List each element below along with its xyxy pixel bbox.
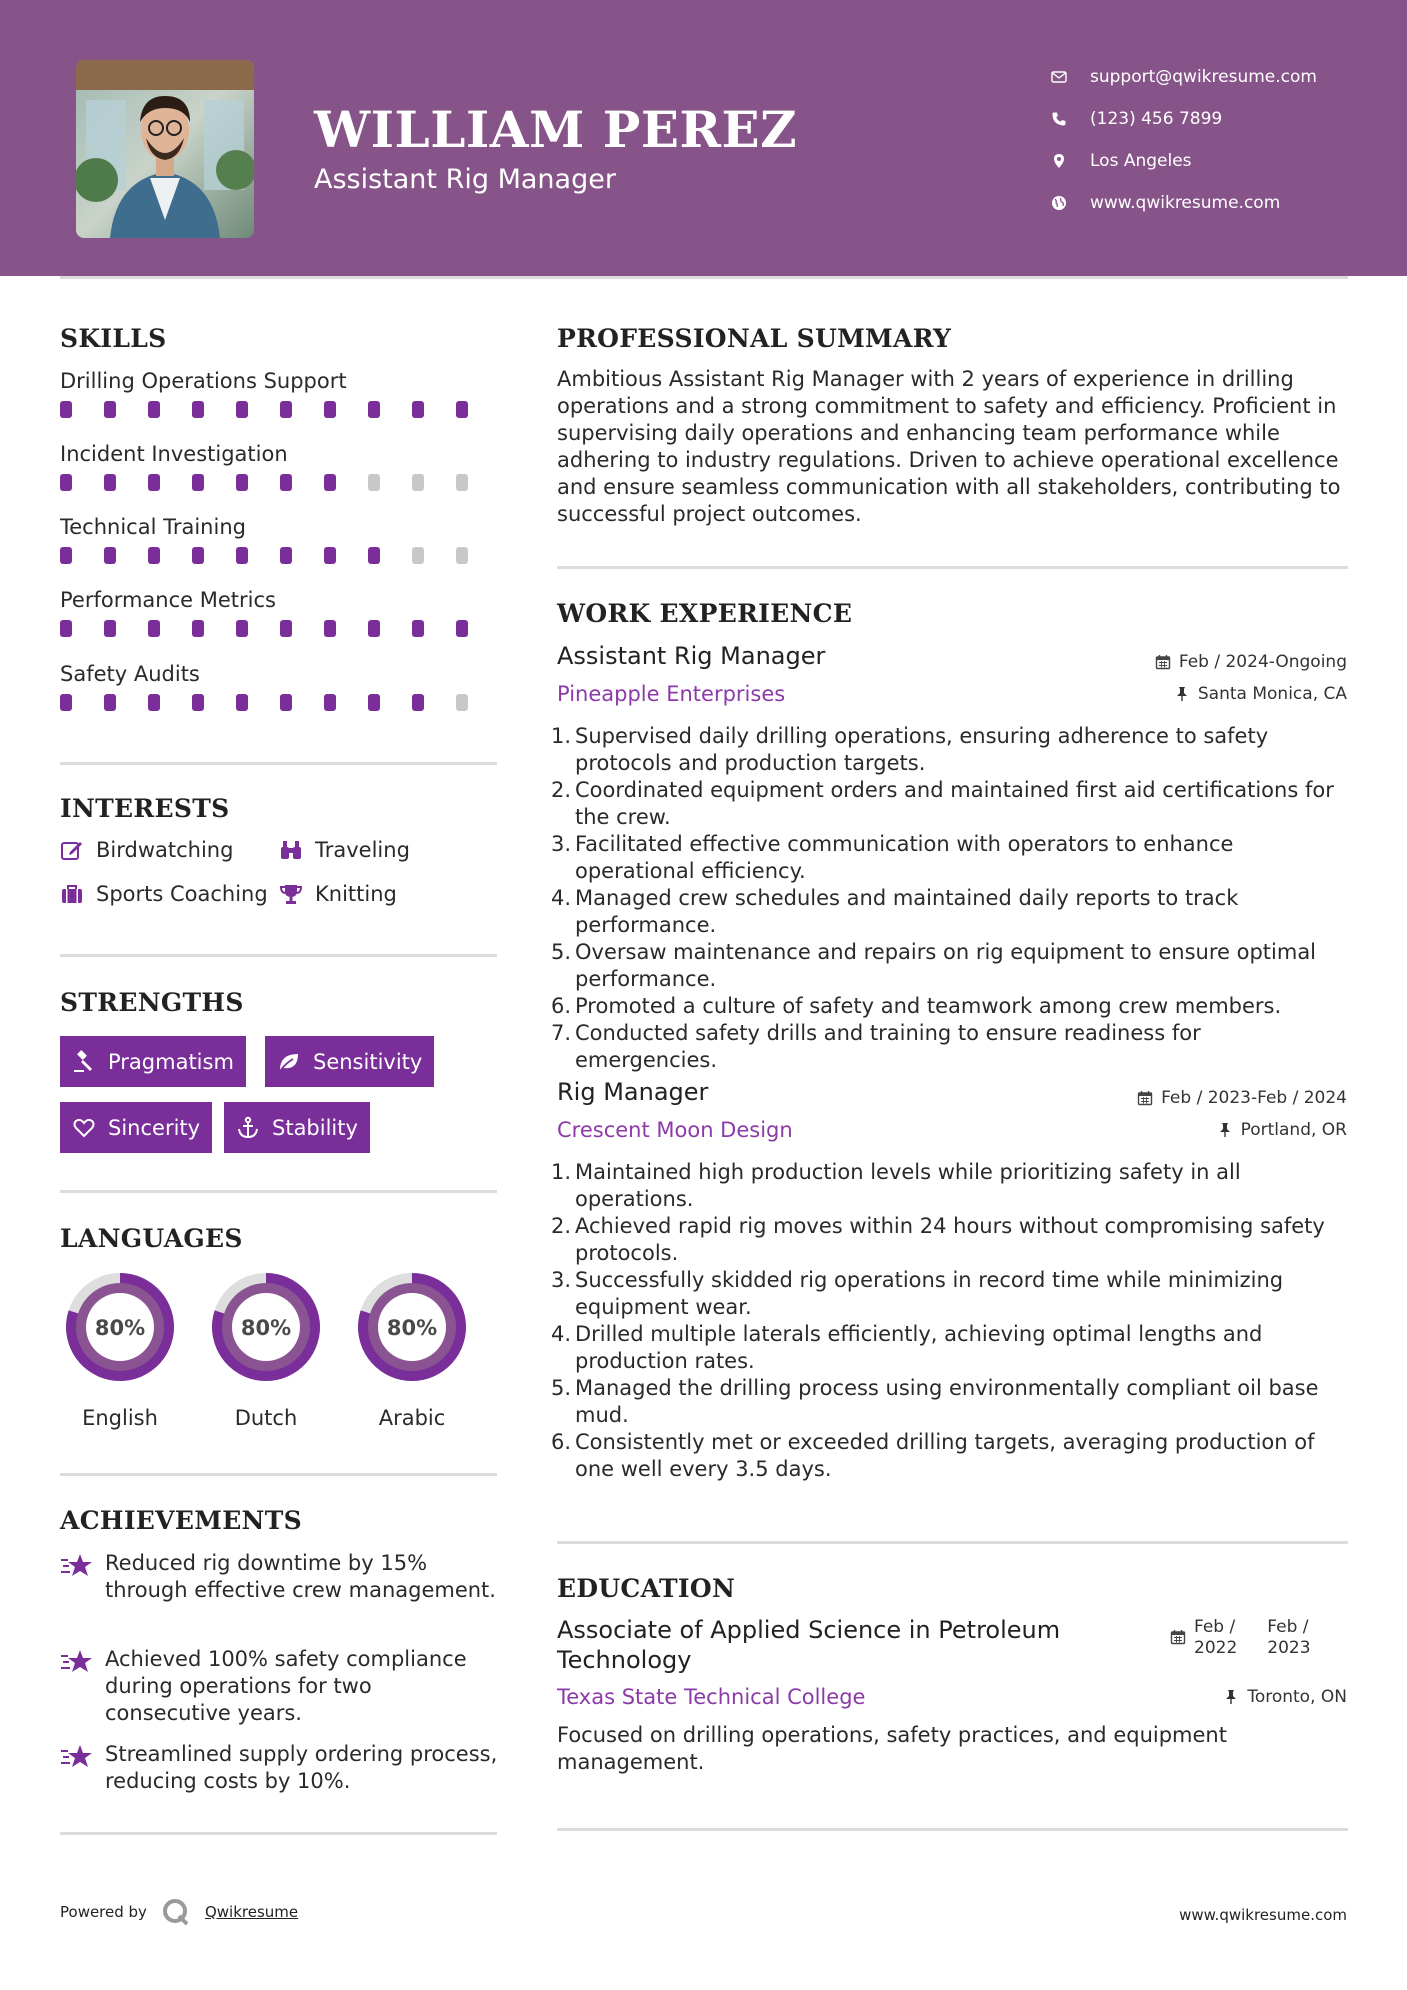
footer-powered-by (60, 1897, 298, 1927)
gauge-label: 80% (240, 1316, 292, 1340)
language-name: Dutch (234, 1406, 298, 1430)
language-item (351, 1266, 473, 1430)
skill-rating (60, 401, 500, 418)
bullet-text: Coordinated equipment orders and maintained first aid certifications for the crew. (575, 778, 1334, 829)
gauge-label: 80% (386, 1316, 438, 1340)
job-bullet (551, 1213, 1347, 1267)
contact-list (1050, 56, 1317, 224)
achievement-item (60, 1550, 500, 1604)
header-divider (60, 276, 1348, 279)
interest-item (279, 882, 397, 906)
skill-name: Incident Investigation (60, 442, 288, 466)
rating-dot-empty (456, 694, 468, 711)
rating-dot-filled (456, 401, 468, 418)
rating-dot-filled (280, 694, 292, 711)
rating-dot-filled (104, 547, 116, 564)
rating-dot-filled (368, 547, 380, 564)
education-end (1267, 1617, 1310, 1659)
bullet-number: 6. (551, 1430, 572, 1454)
rating-dot-filled (148, 401, 160, 418)
bullet-text: Achieved rapid rig moves within 24 hours without compromising safety protocols. (575, 1214, 1325, 1265)
rating-dot-filled (192, 694, 204, 711)
bullet-text: Managed the drilling process using environmentally compliant oil base mud. (575, 1376, 1319, 1427)
rating-dot-filled (60, 620, 72, 637)
section-divider (557, 1828, 1348, 1831)
strength-tag (60, 1102, 212, 1153)
rating-dot-filled (280, 401, 292, 418)
language-gauge (351, 1266, 473, 1388)
bullet-text: Maintained high production levels while prioritizing safety in all operations. (575, 1160, 1241, 1211)
bullet-text: Conducted safety drills and training to ensure readiness for emergencies. (575, 1021, 1201, 1072)
footer-website[interactable]: www.qwikresume.com (1179, 1906, 1347, 1924)
summary-title: PROFESSIONAL SUMMARY (557, 324, 952, 353)
gauge-label: 80% (94, 1316, 146, 1340)
contact-phone[interactable] (1050, 98, 1317, 140)
interest-item (279, 838, 410, 862)
calendar-icon (1137, 1090, 1153, 1106)
job-location-text: Santa Monica, CA (1197, 684, 1347, 704)
job-dates-text: Feb / 2024-Ongoing (1178, 652, 1347, 672)
skill-item (60, 658, 500, 711)
anchor-icon (236, 1116, 260, 1140)
rating-dot-filled (368, 401, 380, 418)
bullet-text: Supervised daily drilling operations, ensuring adherence to safety protocols and production targets. (575, 724, 1269, 775)
skill-item (60, 365, 500, 418)
job-bullet (551, 831, 1347, 885)
bullet-number: 4. (551, 1322, 572, 1346)
contact-location (1050, 140, 1317, 182)
rating-dot-filled (324, 474, 336, 491)
bullet-text: Managed crew schedules and maintained daily reports to track performance. (575, 886, 1239, 937)
education-description: Focused on drilling operations, safety practices, and equipment management. (557, 1723, 1227, 1774)
rating-dot-filled (148, 620, 160, 637)
interest-label: Sports Coaching (96, 882, 268, 906)
contact-email[interactable] (1050, 56, 1317, 98)
rating-dot-filled (324, 620, 336, 637)
bullet-text: Promoted a culture of safety and teamwork among crew members. (575, 994, 1282, 1018)
briefcase-icon (60, 882, 84, 906)
powered-by-text: Powered by (60, 1903, 147, 1921)
interest-label: Knitting (315, 882, 397, 906)
education-title: EDUCATION (557, 1574, 736, 1603)
rating-dot-filled (236, 547, 248, 564)
bullet-number: 5. (551, 1376, 572, 1400)
rating-dot-filled (236, 401, 248, 418)
job-bullet (551, 723, 1347, 777)
bullet-text: Consistently met or exceeded drilling targets, averaging production of one well every 3.5 days. (575, 1430, 1315, 1481)
skill-rating (60, 547, 500, 564)
contact-phone-text: (123) 456 7899 (1090, 109, 1223, 129)
rating-dot-filled (60, 401, 72, 418)
bullet-text: Drilled multiple laterals efficiently, achieving optimal lengths and production rates. (575, 1322, 1263, 1373)
achievement-item (60, 1646, 500, 1727)
achievement-text: Achieved 100% safety compliance during operations for two consecutive years. (105, 1647, 467, 1725)
language-item (59, 1266, 181, 1430)
job-bullet (551, 1159, 1347, 1213)
education-start-month: Feb / (1194, 1617, 1236, 1637)
map-pin-icon (1050, 152, 1068, 170)
section-divider (557, 566, 1348, 569)
education-start (1194, 1617, 1237, 1659)
section-divider (60, 1832, 497, 1835)
job-bullet (551, 777, 1347, 831)
job-bullet (551, 1267, 1347, 1321)
bullet-number: 2. (551, 1214, 572, 1238)
section-divider (60, 762, 497, 765)
binoculars-icon (279, 838, 303, 862)
rating-dot-filled (60, 547, 72, 564)
rating-dot-empty (456, 547, 468, 564)
experience-title: WORK EXPERIENCE (557, 599, 853, 628)
rating-dot-filled (412, 694, 424, 711)
language-name: Arabic (378, 1406, 446, 1430)
skill-name: Drilling Operations Support (60, 369, 347, 393)
job-company: Pineapple Enterprises (557, 682, 786, 706)
bullet-number: 1. (551, 724, 572, 748)
job-bullets (551, 723, 1347, 1074)
skill-name: Safety Audits (60, 662, 200, 686)
skill-item (60, 511, 500, 564)
rating-dot-filled (192, 620, 204, 637)
brand-link[interactable]: Qwikresume (204, 1903, 299, 1921)
job-bullet (551, 993, 1347, 1020)
interest-label: Traveling (315, 838, 410, 862)
strength-tag (60, 1036, 246, 1087)
rating-dot-filled (104, 401, 116, 418)
trophy-icon (279, 882, 303, 906)
achievement-text: Streamlined supply ordering process, reducing costs by 10%. (105, 1742, 498, 1793)
star-award-icon (60, 1743, 94, 1771)
rating-dot-filled (148, 694, 160, 711)
strength-label: Sincerity (108, 1115, 201, 1140)
pushpin-icon (1174, 686, 1190, 702)
skill-rating (60, 474, 500, 491)
rating-dot-filled (412, 401, 424, 418)
rating-dot-filled (60, 694, 72, 711)
job-bullet (551, 1020, 1347, 1074)
skill-name: Technical Training (60, 515, 246, 539)
summary-text: Ambitious Assistant Rig Manager with 2 years of experience in drilling operations and a strong commitment to safety and efficiency. Proficient in supervising daily operations and enhancing team performance while adhering to industry regulations. Driven to achieve operational excellence and ensure seamless communication with all stakeholders, contributing to successful project outcomes. (557, 367, 1341, 526)
section-divider (60, 954, 497, 957)
job-bullet (551, 1321, 1347, 1375)
skill-item (60, 438, 500, 491)
bullet-text: Oversaw maintenance and repairs on rig equipment to ensure optimal performance. (575, 940, 1317, 991)
rating-dot-filled (148, 547, 160, 564)
achievement-text: Reduced rig downtime by 15% through effective crew management. (105, 1551, 496, 1602)
bullet-number: 5. (551, 940, 572, 964)
rating-dot-filled (456, 620, 468, 637)
rating-dot-empty (456, 474, 468, 491)
rating-dot-filled (148, 474, 160, 491)
job-location (1217, 1120, 1347, 1140)
rating-dot-filled (104, 694, 116, 711)
language-gauge (59, 1266, 181, 1388)
strength-label: Stability (272, 1115, 358, 1140)
education-dates (1170, 1617, 1341, 1659)
bullet-number: 2. (551, 778, 572, 802)
skill-rating (60, 694, 500, 711)
job-bullet (551, 1375, 1347, 1429)
job-company: Crescent Moon Design (557, 1118, 793, 1142)
candidate-title: Assistant Rig Manager (314, 164, 616, 195)
strength-tag (265, 1036, 434, 1087)
strength-label: Pragmatism (108, 1049, 234, 1074)
skill-rating (60, 620, 500, 637)
education-end-month: Feb / (1267, 1617, 1309, 1637)
language-item (205, 1266, 327, 1430)
gavel-icon (72, 1050, 96, 1074)
section-divider (60, 1190, 497, 1193)
skill-name: Performance Metrics (60, 588, 276, 612)
job-dates (1137, 1088, 1347, 1108)
pencil-square-icon (60, 838, 84, 862)
rating-dot-filled (368, 694, 380, 711)
skill-item (60, 584, 500, 637)
interest-label: Birdwatching (96, 838, 234, 862)
rating-dot-filled (192, 474, 204, 491)
rating-dot-filled (324, 694, 336, 711)
rating-dot-filled (280, 547, 292, 564)
rating-dot-filled (412, 620, 424, 637)
rating-dot-empty (412, 547, 424, 564)
profile-photo (76, 60, 254, 238)
rating-dot-empty (368, 474, 380, 491)
rating-dot-filled (236, 620, 248, 637)
star-award-icon (60, 1552, 94, 1580)
bullet-number: 3. (551, 832, 572, 856)
calendar-icon (1155, 654, 1171, 670)
bullet-number: 1. (551, 1160, 572, 1184)
contact-website-text: www.qwikresume.com (1090, 193, 1281, 213)
achievement-item (60, 1741, 500, 1795)
section-divider (60, 1473, 497, 1476)
section-divider (557, 1541, 1348, 1544)
rating-dot-filled (104, 620, 116, 637)
education-start-year: 2022 (1194, 1638, 1238, 1658)
contact-website[interactable] (1050, 182, 1317, 224)
achievements-title: ACHIEVEMENTS (60, 1506, 302, 1535)
language-gauge (205, 1266, 327, 1388)
candidate-name: WILLIAM PEREZ (314, 100, 798, 159)
bullet-number: 4. (551, 886, 572, 910)
job-location (1174, 684, 1347, 704)
job-bullet (551, 939, 1347, 993)
rating-dot-filled (368, 620, 380, 637)
rating-dot-filled (60, 474, 72, 491)
languages-title: LANGUAGES (60, 1224, 243, 1253)
job-dates (1155, 652, 1347, 672)
strength-label: Sensitivity (313, 1049, 423, 1074)
job-dates-text: Feb / 2023-Feb / 2024 (1161, 1088, 1347, 1108)
rating-dot-filled (104, 474, 116, 491)
globe-icon (1050, 194, 1068, 212)
job-location-text: Portland, OR (1240, 1120, 1347, 1140)
bullet-text: Successfully skidded rig operations in record time while minimizing equipment wear. (575, 1268, 1284, 1319)
leaf-icon (277, 1050, 301, 1074)
phone-icon (1050, 110, 1068, 128)
job-role: Assistant Rig Manager (557, 642, 826, 670)
rating-dot-filled (324, 401, 336, 418)
strengths-title: STRENGTHS (60, 988, 244, 1017)
skills-title: SKILLS (60, 324, 167, 353)
job-bullet (551, 885, 1347, 939)
bullet-number: 7. (551, 1021, 572, 1045)
rating-dot-filled (280, 620, 292, 637)
rating-dot-filled (280, 474, 292, 491)
language-name: English (82, 1406, 158, 1430)
star-award-icon (60, 1648, 94, 1676)
rating-dot-filled (192, 547, 204, 564)
bullet-number: 3. (551, 1268, 572, 1292)
job-bullet (551, 1429, 1347, 1483)
pushpin-icon (1223, 1689, 1239, 1705)
interests-title: INTERESTS (60, 794, 230, 823)
calendar-icon (1170, 1629, 1186, 1645)
job-role: Rig Manager (557, 1078, 709, 1106)
bullet-number: 6. (551, 994, 572, 1018)
education-degree: Associate of Applied Science in Petroleum Technology (557, 1616, 1061, 1674)
education-end-year: 2023 (1267, 1638, 1311, 1658)
education-location (1223, 1687, 1347, 1707)
rating-dot-filled (236, 694, 248, 711)
job-bullets (551, 1159, 1347, 1483)
rating-dot-filled (192, 401, 204, 418)
envelope-icon (1050, 68, 1068, 86)
interest-item (60, 838, 233, 862)
rating-dot-filled (324, 547, 336, 564)
rating-dot-filled (236, 474, 248, 491)
heart-icon (72, 1116, 96, 1140)
bullet-text: Facilitated effective communication with operators to enhance operational efficiency. (575, 832, 1234, 883)
strength-tag (224, 1102, 370, 1153)
pushpin-icon (1217, 1122, 1233, 1138)
interest-item (60, 882, 268, 906)
resume-header (0, 0, 1407, 276)
education-school: Texas State Technical College (557, 1685, 866, 1709)
education-location-text: Toronto, ON (1247, 1687, 1347, 1707)
contact-location-text: Los Angeles (1090, 151, 1192, 171)
qwikresume-logo-icon (161, 1897, 191, 1927)
contact-email-text: support@qwikresume.com (1090, 67, 1317, 87)
rating-dot-empty (412, 474, 424, 491)
